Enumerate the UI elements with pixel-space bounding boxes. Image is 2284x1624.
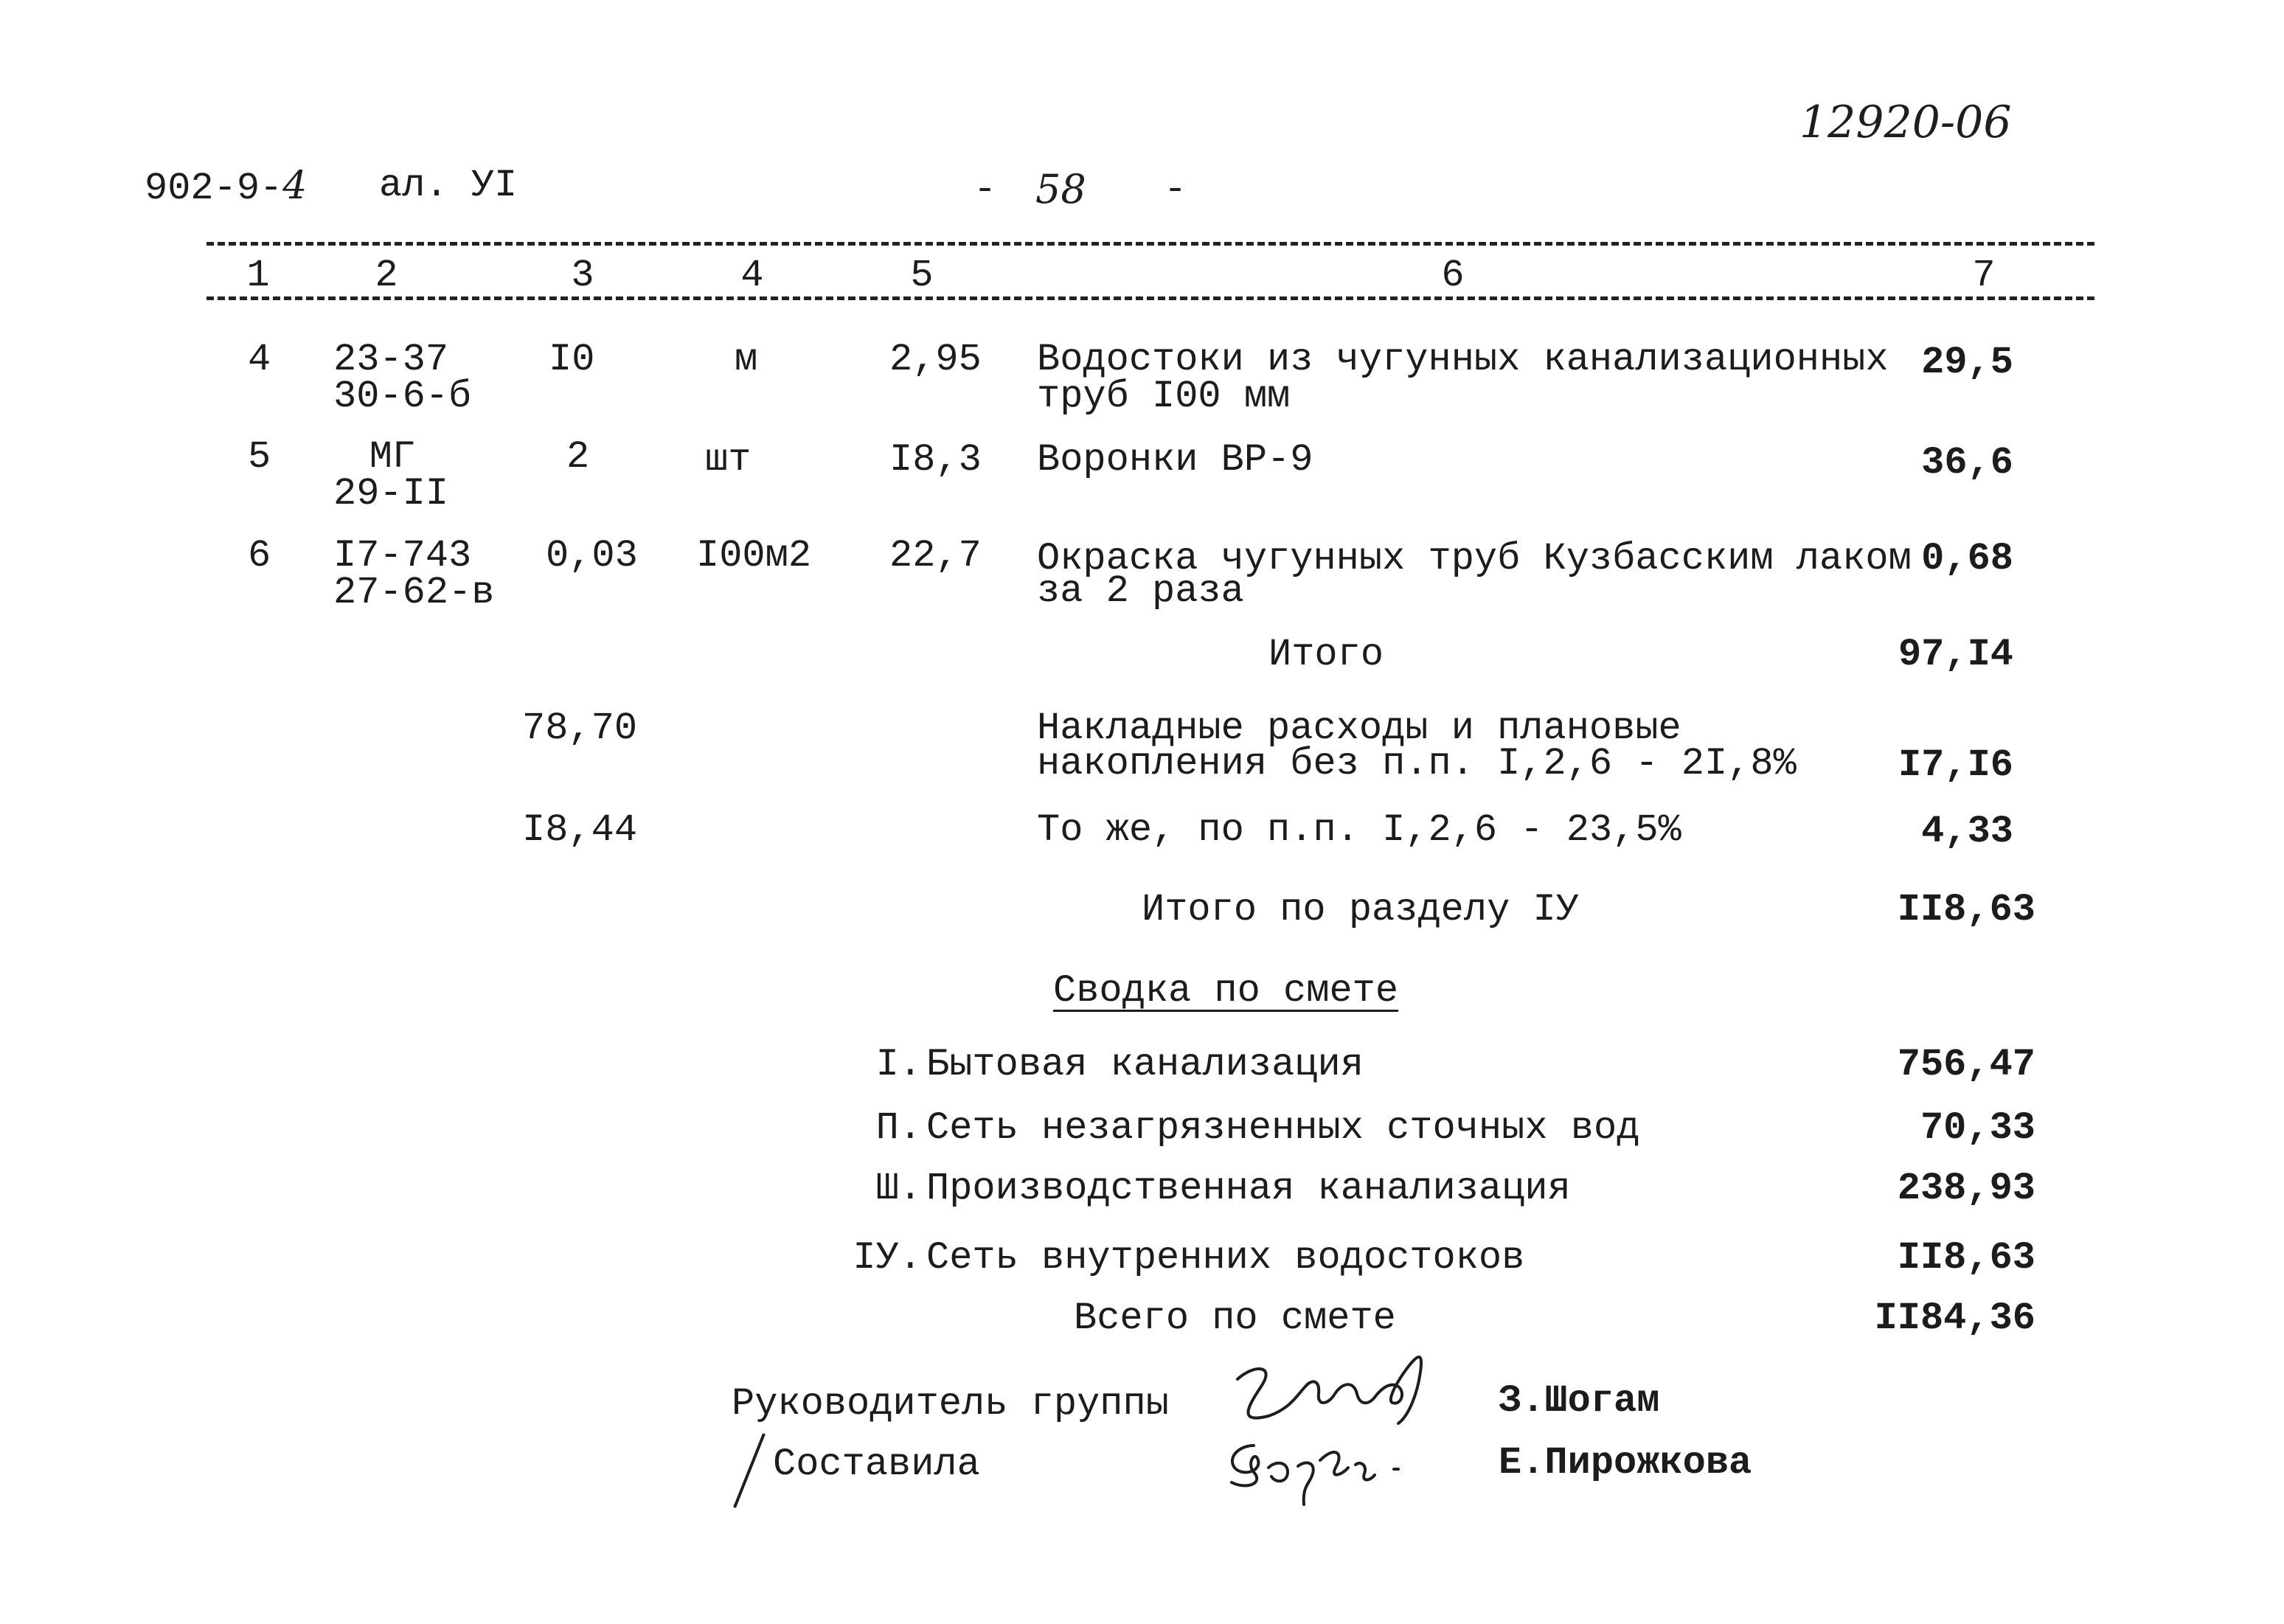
summary-item-number: Ш. — [875, 1167, 922, 1210]
signature-role: Руководитель группы — [732, 1382, 1169, 1426]
unit-price: 22,7 — [889, 534, 982, 577]
description-line-2: за 2 раза — [1037, 569, 1244, 613]
description-line-1: Воронки ВР-9 — [1037, 438, 1313, 482]
subtotal-label: Итого — [1268, 633, 1384, 676]
description-line-1: Окраска чугунных труб Кузбасским лаком — [1037, 537, 1912, 580]
quantity: 2 — [566, 435, 590, 479]
column-header-7: 7 — [1972, 254, 1996, 297]
signature-scribble-compiler — [1217, 1431, 1423, 1519]
unit: м — [735, 338, 758, 381]
same-base: I8,44 — [522, 808, 638, 852]
unit-price: 2,95 — [889, 338, 982, 381]
summary-item-value: 756,47 — [1897, 1043, 2035, 1086]
summary-item-label: Производственная канализация — [926, 1167, 1571, 1210]
price-code: 30-6-б — [333, 375, 472, 418]
signature-name: З.Шогам — [1499, 1379, 1660, 1423]
series-code — [145, 164, 308, 210]
grand-total-value: II84,36 — [1874, 1297, 2035, 1340]
summary-item-label: Сеть незагрязненных сточных вод — [926, 1106, 1640, 1150]
row-number: 6 — [248, 534, 271, 577]
summary-title: Сводка по смете — [1053, 969, 1399, 1013]
quantity: 0,03 — [546, 534, 638, 577]
signature-name: Е.Пирожкова — [1499, 1441, 1752, 1485]
same-value: 4,33 — [1921, 810, 2013, 853]
norm-code: МГ — [369, 435, 416, 479]
row-total: 0,68 — [1921, 537, 2013, 580]
header-rule-bottom — [206, 296, 2094, 300]
same-line: То же, по п.п. I,2,6 - 23,5% — [1037, 808, 1681, 852]
overhead-value: I7,I6 — [1898, 743, 2013, 787]
column-header-6: 6 — [1441, 254, 1465, 297]
unit-price: I8,3 — [889, 438, 982, 482]
summary-item-value: 238,93 — [1897, 1167, 2035, 1210]
summary-item-number: I. — [875, 1043, 922, 1086]
column-header-4: 4 — [740, 254, 764, 297]
column-header-3: 3 — [571, 254, 594, 297]
page-number: 58 — [1035, 166, 1086, 212]
summary-item-number: П. — [875, 1106, 922, 1150]
overhead-base: 78,70 — [522, 707, 638, 750]
signature-scribble-head — [1224, 1335, 1445, 1438]
norm-code: 23-37 — [333, 338, 449, 381]
section-total-label: Итого по разделу IУ — [1142, 888, 1579, 931]
header-rule-top — [206, 242, 2094, 246]
series-code-handwritten: 4 — [282, 164, 308, 208]
grand-total-label: Всего по смете — [1074, 1297, 1396, 1340]
subtotal-value: 97,I4 — [1898, 633, 2013, 676]
summary-item-value: 70,33 — [1920, 1106, 2035, 1150]
unit: шт — [705, 438, 752, 482]
column-header-5: 5 — [910, 254, 934, 297]
norm-code: I7-743 — [333, 534, 472, 577]
unit: I00м2 — [696, 534, 812, 577]
quantity: I0 — [549, 338, 595, 381]
summary-item-label: Бытовая канализация — [926, 1043, 1364, 1086]
row-number: 5 — [248, 435, 271, 479]
document-number: 12920-06 — [1799, 97, 2012, 148]
price-code: 27-62-в — [333, 571, 495, 614]
summary-item-label: Сеть внутренних водостоков — [926, 1236, 1525, 1280]
description-line-1: Водостоки из чугунных канализационных — [1037, 338, 1889, 381]
row-total: 36,6 — [1921, 441, 2013, 485]
column-header-1: 1 — [246, 254, 270, 297]
overhead-line-2: накопления без п.п. I,2,6 - 2I,8% — [1037, 742, 1797, 785]
section-total-value: II8,63 — [1897, 888, 2035, 931]
page-dash-left: - — [973, 168, 997, 212]
series-code-printed: 902-9- — [145, 167, 283, 210]
album-label: ал. УI — [379, 164, 518, 207]
row-total: 29,5 — [1921, 341, 2013, 384]
overhead-line-1: Накладные расходы и плановые — [1037, 707, 1681, 750]
signature-role: Составила — [773, 1443, 980, 1486]
summary-item-value: II8,63 — [1897, 1236, 2035, 1280]
column-header-2: 2 — [375, 254, 398, 297]
page-dash-right: - — [1164, 168, 1187, 212]
price-code: 29-II — [333, 472, 449, 516]
row-number: 4 — [248, 338, 271, 381]
description-line-2: труб I00 мм — [1037, 375, 1291, 418]
summary-item-number: IУ. — [853, 1236, 922, 1280]
slash-mark — [730, 1431, 774, 1512]
